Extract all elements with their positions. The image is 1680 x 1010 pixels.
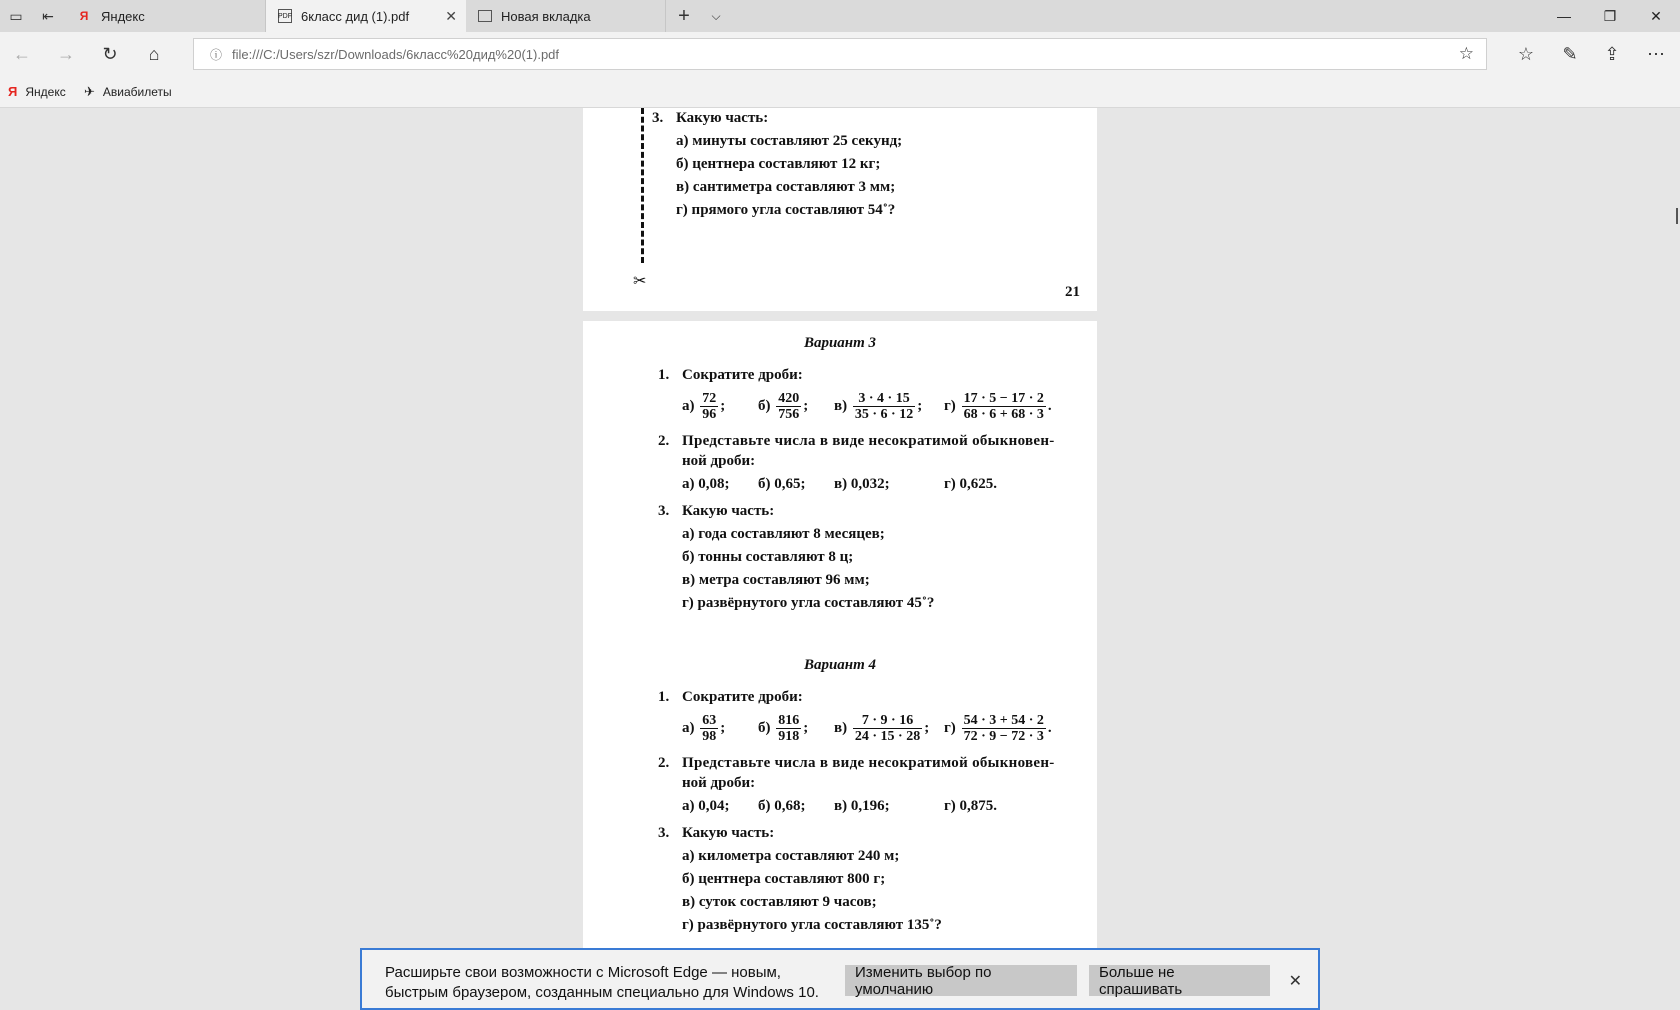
separator: ; <box>917 398 923 414</box>
page-number: 21 <box>1065 284 1080 300</box>
separator: ; <box>720 398 726 414</box>
fraction <box>962 713 1046 744</box>
scissors-icon: ✂ <box>633 273 647 290</box>
question-number: 1. <box>658 689 670 705</box>
favorite-star-icon[interactable]: ☆ <box>1458 44 1474 63</box>
pen-icon[interactable]: ✎ <box>1562 43 1578 64</box>
denominator: 35 · 6 · 12 <box>854 407 914 422</box>
tab-yandex[interactable] <box>64 0 266 32</box>
bookmark-label: Авиабилеты <box>102 85 172 99</box>
yandex-icon: Я <box>79 9 89 23</box>
chevron-down-icon[interactable]: ⌵ <box>711 8 721 23</box>
numerator: 72 <box>702 391 717 406</box>
separator: ; <box>720 720 726 736</box>
share-icon[interactable]: ⇪ <box>1604 43 1620 64</box>
question-title: Представьте числа в виде несократимой обыкновен- <box>682 755 1055 771</box>
answer-item: б) 0,68; <box>758 798 806 814</box>
variant-title: Вариант 3 <box>803 335 877 351</box>
fraction <box>962 391 1046 422</box>
question-number: 3. <box>652 110 664 126</box>
refresh-button[interactable]: ↻ <box>102 43 118 64</box>
fraction <box>700 713 718 744</box>
change-default-button[interactable]: Изменить выбор по умолчанию <box>845 965 1077 996</box>
newtab-icon <box>478 10 492 22</box>
fraction-item <box>682 713 725 744</box>
new-tab-button[interactable]: + <box>678 4 690 27</box>
yandex-icon: Я <box>8 84 18 99</box>
answer-item: г) 0,875. <box>944 798 998 814</box>
fraction-label: а) <box>682 398 695 414</box>
separator: ; <box>803 720 809 736</box>
fraction <box>776 713 801 744</box>
question-title: ной дроби: <box>682 453 756 469</box>
scrollbar-thumb[interactable] <box>1676 208 1678 224</box>
favorites-bar <box>0 76 1680 108</box>
fraction <box>776 391 801 422</box>
question-number: 1. <box>658 367 670 383</box>
list-item: г) прямого угла составляют 54˚? <box>676 202 896 218</box>
pdf-icon: PDF <box>278 9 292 23</box>
plane-icon: ✈ <box>84 84 95 99</box>
list-item: в) сантиметра составляют 3 мм; <box>676 179 896 195</box>
answer-item: г) 0,625. <box>944 476 998 492</box>
denominator: 24 · 15 · 28 <box>854 729 921 744</box>
fraction-item <box>758 391 808 422</box>
fraction-item <box>682 391 725 422</box>
tab-label: 6класс дид (1).pdf <box>301 8 410 24</box>
answer-item: б) 0,65; <box>758 476 806 492</box>
question-title: Какую часть: <box>682 503 775 519</box>
tab-pdf[interactable] <box>266 0 466 32</box>
numerator: 420 <box>778 391 800 406</box>
bookmark-avia[interactable] <box>84 84 172 100</box>
address-bar[interactable] <box>193 38 1487 70</box>
numerator: 17 · 5 − 17 · 2 <box>963 391 1044 406</box>
restore-button[interactable]: ❐ <box>1603 7 1617 24</box>
question-number: 2. <box>658 755 670 771</box>
dont-ask-again-button[interactable]: Больше не спрашивать <box>1089 965 1270 996</box>
close-window-button[interactable]: ✕ <box>1650 7 1662 24</box>
answer-item: а) 0,04; <box>682 798 730 814</box>
list-item: а) километра составляют 240 м; <box>682 848 900 864</box>
list-item: б) центнера составляют 12 кг; <box>676 156 881 172</box>
denominator: 756 <box>778 407 800 422</box>
separator: . <box>1047 720 1052 736</box>
question-title: Представьте числа в виде несократимой обыкновен- <box>682 433 1055 449</box>
numerator: 7 · 9 · 16 <box>853 713 922 729</box>
variant-title: Вариант 4 <box>803 657 877 673</box>
fraction <box>700 391 718 422</box>
fraction-label: в) <box>834 398 848 414</box>
question-title: Сократите дроби: <box>682 367 803 383</box>
pdf-page <box>583 108 1097 311</box>
question-title: ной дроби: <box>682 775 756 791</box>
denominator: 918 <box>778 729 800 744</box>
favorites-hub-icon[interactable]: ☆ <box>1517 43 1535 64</box>
close-icon[interactable]: ✕ <box>1288 973 1302 990</box>
fraction-label: б) <box>758 398 771 414</box>
list-item: в) метра составляют 96 мм; <box>682 572 870 588</box>
fraction-label: г) <box>944 720 956 736</box>
fraction-item <box>834 713 929 744</box>
denominator: 96 <box>702 407 717 422</box>
cut-line <box>641 108 644 263</box>
list-item: б) тонны составляют 8 ц; <box>682 549 854 565</box>
minimize-button[interactable]: — <box>1557 8 1571 24</box>
question-number: 2. <box>658 433 670 449</box>
fraction-label: б) <box>758 720 771 736</box>
pdf-page <box>583 321 1097 961</box>
tab-newtab[interactable] <box>466 0 666 32</box>
numerator: 816 <box>778 713 800 728</box>
forward-button[interactable]: → <box>57 43 75 64</box>
tab-label: Яндекс <box>101 8 145 24</box>
fraction <box>853 391 915 422</box>
answer-item: в) 0,196; <box>834 798 890 814</box>
fraction <box>853 713 922 744</box>
fraction-label: г) <box>944 398 956 414</box>
fraction-label: а) <box>682 720 695 736</box>
notification-line: быстрым браузером, созданным специально для Windows 10. <box>385 984 819 1001</box>
back-button[interactable]: ← <box>13 43 31 64</box>
fraction-item <box>944 713 1052 744</box>
list-item: г) развёрнутого угла составляют 135˚? <box>682 917 942 933</box>
fraction-item <box>834 391 922 422</box>
notification-line: Расширьте свои возможности с Microsoft Edge — новым, <box>385 964 781 981</box>
navigation-bar <box>0 32 1680 76</box>
tab-bar <box>0 0 1680 32</box>
numerator: 63 <box>702 713 717 728</box>
home-button[interactable]: ⌂ <box>148 43 160 64</box>
close-tab-icon[interactable]: ✕ <box>445 8 457 24</box>
numerator: 3 · 4 · 15 <box>853 391 915 407</box>
numerator: 54 · 3 + 54 · 2 <box>963 713 1044 728</box>
fraction-label: в) <box>834 720 848 736</box>
denominator: 68 · 6 + 68 · 3 <box>963 407 1044 422</box>
address-url[interactable]: file:///C:/Users/szr/Downloads/6класс%20дид%20(1).pdf <box>232 47 560 62</box>
tab-label: Новая вкладка <box>501 8 591 24</box>
denominator: 98 <box>702 729 717 744</box>
question-title: Сократите дроби: <box>682 689 803 705</box>
denominator: 72 · 9 − 72 · 3 <box>963 729 1044 744</box>
fraction-item <box>758 713 808 744</box>
separator: . <box>1047 398 1052 414</box>
fraction-item <box>944 391 1052 422</box>
question-number: 3. <box>658 503 670 519</box>
default-browser-notification <box>360 948 1320 1010</box>
answer-item: в) 0,032; <box>834 476 890 492</box>
info-icon[interactable]: ⓘ <box>209 47 222 62</box>
set-aside-tabs-icon[interactable]: ⇤ <box>42 7 54 24</box>
list-item: а) года составляют 8 месяцев; <box>682 526 885 542</box>
list-item: б) центнера составляют 800 г; <box>682 871 886 887</box>
tab-preview-icon[interactable]: ▭ <box>9 7 23 24</box>
list-item: а) минуты составляют 25 секунд; <box>676 133 903 149</box>
separator: ; <box>924 720 930 736</box>
separator: ; <box>803 398 809 414</box>
more-icon[interactable]: ⋯ <box>1647 43 1665 64</box>
bookmark-label: Яндекс <box>25 84 66 99</box>
notification-message <box>385 963 825 1003</box>
question-title: Какую часть: <box>682 825 775 841</box>
question-title: Какую часть: <box>676 110 769 126</box>
list-item: г) развёрнутого угла составляют 45˚? <box>682 595 935 611</box>
question-number: 3. <box>658 825 670 841</box>
list-item: в) суток составляют 9 часов; <box>682 894 877 910</box>
bookmark-yandex[interactable] <box>8 84 66 99</box>
answer-item: а) 0,08; <box>682 476 730 492</box>
